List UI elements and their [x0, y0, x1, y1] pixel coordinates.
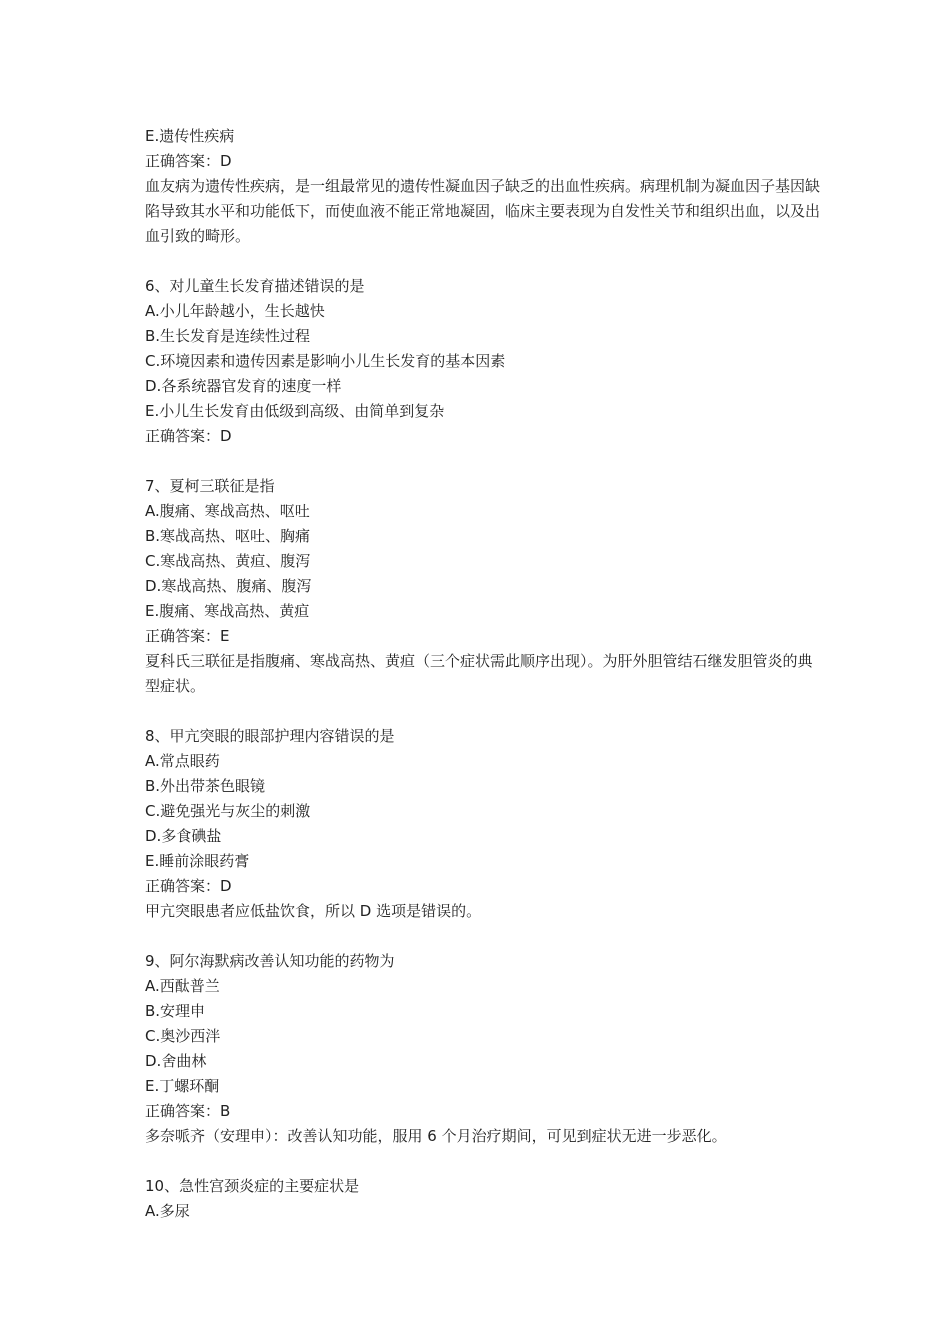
question-text: 8、甲亢突眼的眼部护理内容错误的是 — [145, 727, 395, 745]
question-text: 6、对儿童生长发育描述错误的是 — [145, 277, 365, 295]
option-e: E.睡前涂眼药膏 — [145, 852, 250, 870]
option-a: A.西酞普兰 — [145, 977, 220, 995]
explanation: 甲亢突眼患者应低盐饮食，所以 D 选项是错误的。 — [145, 902, 482, 920]
option-e: E.遗传性疾病 — [145, 127, 235, 145]
option-a: A.腹痛、寒战高热、呕吐 — [145, 502, 310, 520]
option-d: D.舍曲林 — [145, 1052, 207, 1070]
option-e: E.丁螺环酮 — [145, 1077, 220, 1095]
explanation: 血友病为遗传性疾病，是一组最常见的遗传性凝血因子缺乏的出血性疾病。病理机制为凝血因子基因缺陷导致其水平和功能低下，而使血液不能正常地凝固，临床主要表现为自发性关节和组织出血，以及出血引致的畸形。 — [145, 177, 821, 245]
question-block-10 — [145, 1174, 825, 1224]
question-block-5 — [145, 124, 825, 249]
option-d: D.多食碘盐 — [145, 827, 222, 845]
option-d: D.各系统器官发育的速度一样 — [145, 377, 342, 395]
option-b: B.寒战高热、呕吐、胸痛 — [145, 527, 311, 545]
question-text: 9、阿尔海默病改善认知功能的药物为 — [145, 952, 395, 970]
question-block-9 — [145, 949, 825, 1149]
correct-answer: 正确答案：D — [145, 877, 232, 895]
question-text: 10、急性宫颈炎症的主要症状是 — [145, 1177, 360, 1195]
explanation: 夏科氏三联征是指腹痛、寒战高热、黄疸（三个症状需此顺序出现）。为肝外胆管结石继发胆管炎的典型症状。 — [145, 652, 813, 695]
option-e: E.腹痛、寒战高热、黄疸 — [145, 602, 310, 620]
option-c: C.环境因素和遗传因素是影响小儿生长发育的基本因素 — [145, 352, 506, 370]
option-a: A.小儿年龄越小，生长越快 — [145, 302, 325, 320]
correct-answer: 正确答案：B — [145, 1102, 231, 1120]
correct-answer: 正确答案：D — [145, 152, 232, 170]
option-c: C.寒战高热、黄疸、腹泻 — [145, 552, 311, 570]
document-page — [145, 124, 825, 1249]
option-c: C.奥沙西泮 — [145, 1027, 221, 1045]
question-block-7 — [145, 474, 825, 699]
explanation: 多奈哌齐（安理申）：改善认知功能，服用 6 个月治疗期间，可见到症状无进一步恶化。 — [145, 1127, 727, 1145]
option-b: B.安理申 — [145, 1002, 206, 1020]
option-a: A.多尿 — [145, 1202, 190, 1220]
correct-answer: 正确答案：D — [145, 427, 232, 445]
option-e: E.小儿生长发育由低级到高级、由简单到复杂 — [145, 402, 445, 420]
option-a: A.常点眼药 — [145, 752, 220, 770]
question-text: 7、夏柯三联征是指 — [145, 477, 275, 495]
question-block-6 — [145, 274, 825, 449]
question-block-8 — [145, 724, 825, 924]
option-d: D.寒战高热、腹痛、腹泻 — [145, 577, 312, 595]
correct-answer: 正确答案：E — [145, 627, 230, 645]
option-b: B.外出带茶色眼镜 — [145, 777, 266, 795]
option-b: B.生长发育是连续性过程 — [145, 327, 311, 345]
option-c: C.避免强光与灰尘的刺激 — [145, 802, 311, 820]
